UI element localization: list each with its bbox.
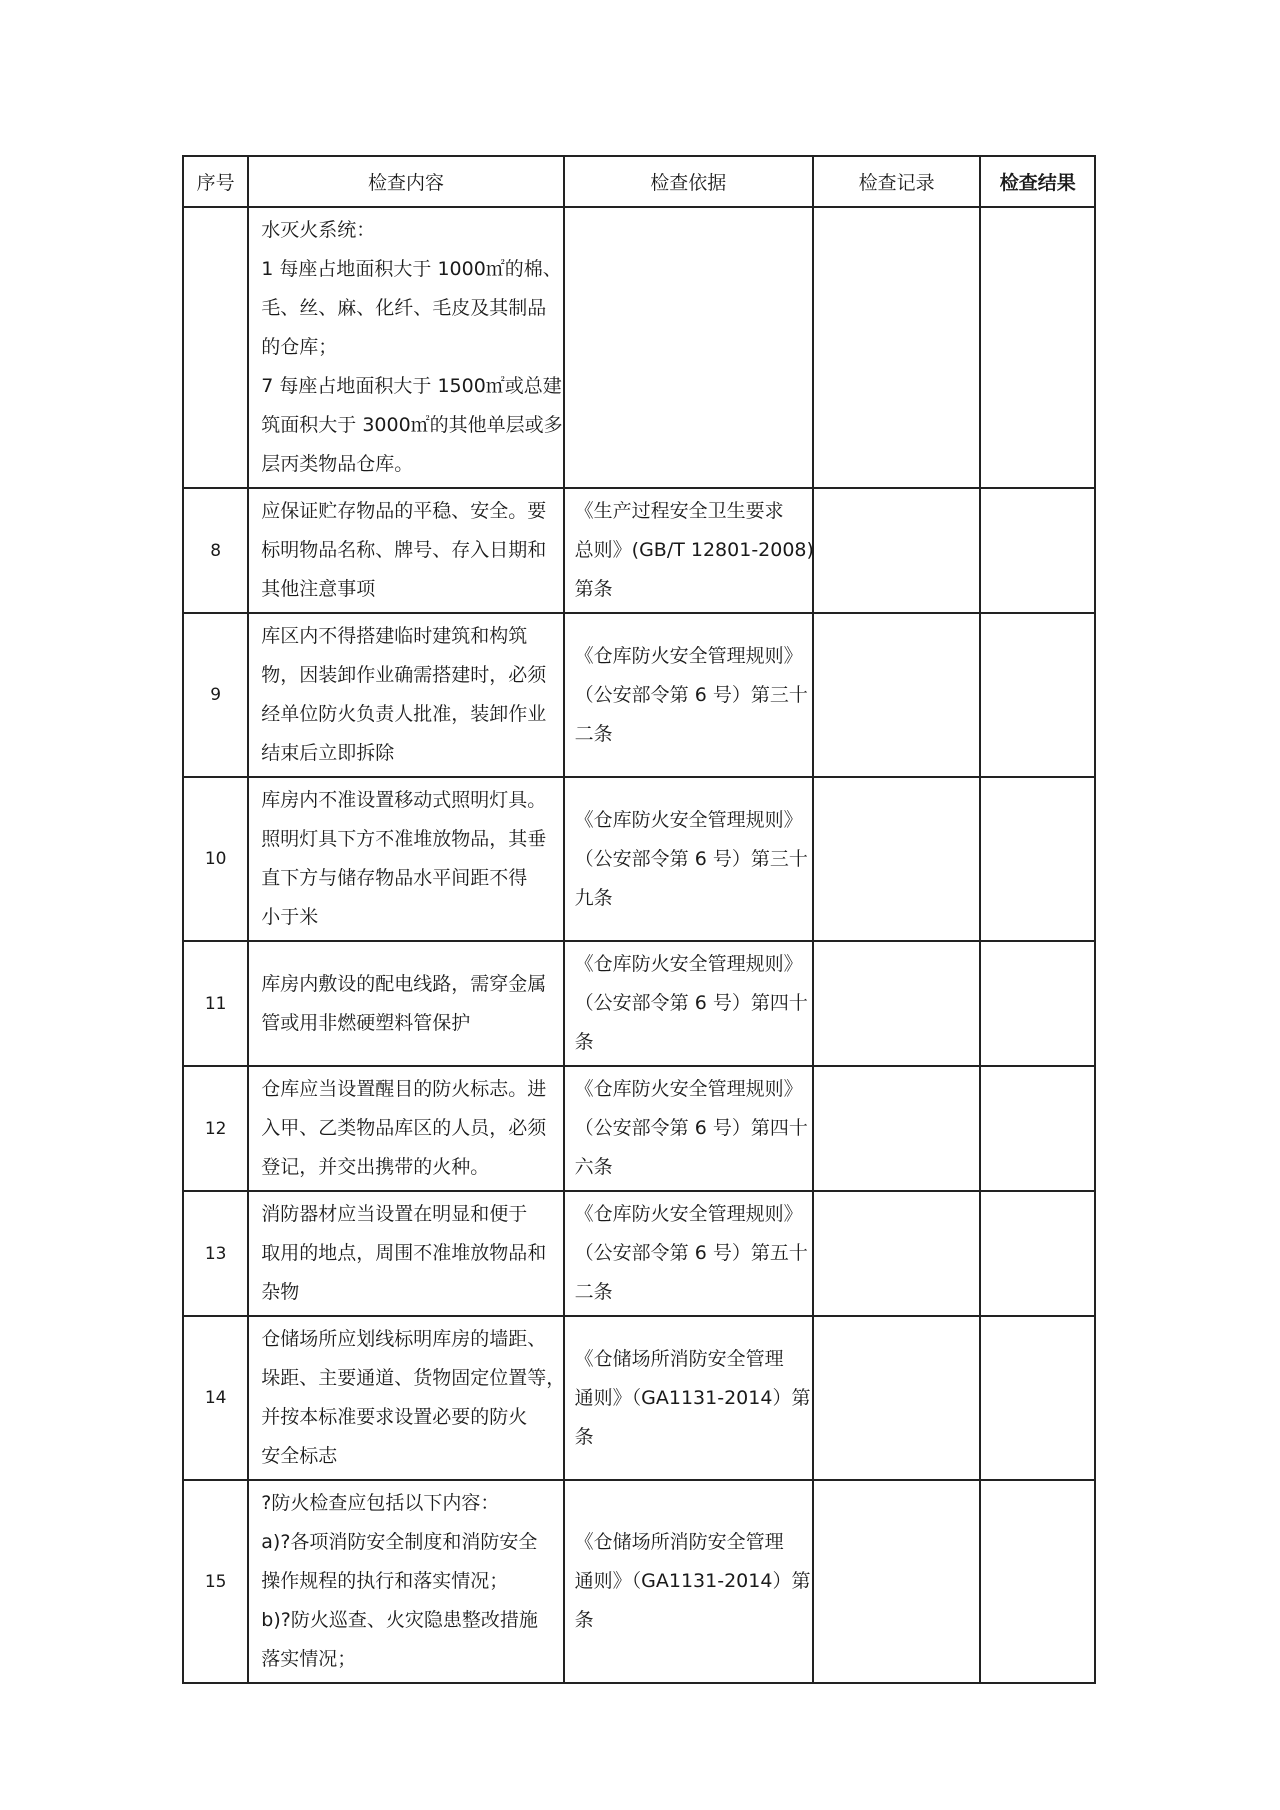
row-number: 10 — [183, 777, 248, 941]
table-row — [183, 777, 1095, 941]
row-number — [183, 207, 248, 488]
content-line: 毛、丝、麻、化纤、毛皮及其制品 — [261, 297, 547, 319]
content-line: 入甲、乙类物品库区的人员，必须 — [261, 1117, 547, 1139]
basis-line: 《仓库防火安全管理规则》 — [574, 1203, 803, 1225]
basis-line: 《仓库防火安全管理规则》 — [574, 953, 803, 975]
inspection-result-cell[interactable] — [980, 941, 1095, 1066]
header-result: 检查结果 — [980, 156, 1095, 207]
inspection-record-cell[interactable] — [813, 1316, 981, 1480]
basis-line: 九条 — [574, 886, 613, 909]
basis-line: （公安部令第 6 号）第三十 — [574, 683, 808, 706]
basis-line: 通则》（GA1131-2014）第 — [574, 1570, 811, 1592]
basis-line: 条 — [574, 1609, 594, 1631]
inspection-record-cell[interactable] — [813, 777, 981, 941]
header-row — [183, 156, 1095, 207]
table-row — [183, 941, 1095, 1066]
content-line: 结束后立即拆除 — [261, 742, 395, 764]
content-line: 经单位防火负责人批准，装卸作业 — [261, 703, 547, 725]
inspection-basis-cell — [564, 613, 813, 777]
header-record: 检查记录 — [813, 156, 981, 207]
content-line: 安全标志 — [261, 1445, 338, 1467]
table-row — [183, 1316, 1095, 1480]
basis-line: （公安部令第 6 号）第四十 — [574, 992, 808, 1014]
inspection-record-cell[interactable] — [813, 941, 981, 1066]
content-line: 水灭火系统： — [261, 219, 376, 241]
basis-line: 六条 — [574, 1156, 613, 1178]
inspection-result-cell[interactable] — [980, 488, 1095, 613]
basis-line: 条 — [574, 1425, 594, 1448]
content-line: 仓库应当设置醒目的防火标志。进 — [261, 1078, 547, 1100]
inspection-record-cell[interactable] — [813, 488, 981, 613]
content-line: 操作规程的执行和落实情况； — [261, 1570, 509, 1592]
basis-line: 总则》(GB/T 12801-2008) — [574, 539, 814, 561]
header-num: 序号 — [183, 156, 248, 207]
inspection-content-cell — [248, 1316, 566, 1480]
inspection-basis-cell — [564, 777, 813, 941]
table-row — [183, 613, 1095, 777]
table-row — [183, 1066, 1095, 1191]
content-line: 直下方与储存物品水平间距不得 — [261, 867, 528, 889]
content-line: 并按本标准要求设置必要的防火 — [261, 1406, 528, 1428]
inspection-basis-cell — [564, 941, 813, 1066]
basis-line: 二条 — [574, 722, 613, 745]
content-line: 消防器材应当设置在明显和便于 — [261, 1203, 528, 1225]
basis-line: （公安部令第 6 号）第四十 — [574, 1117, 808, 1139]
content-line: 照明灯具下方不准堆放物品，其垂 — [261, 828, 547, 850]
basis-line: 第条 — [574, 578, 613, 600]
inspection-result-cell[interactable] — [980, 207, 1095, 488]
content-line: 仓储场所应划线标明库房的墙距、 — [261, 1328, 547, 1350]
inspection-result-cell[interactable] — [980, 1480, 1095, 1683]
row-number: 14 — [183, 1316, 248, 1480]
inspection-record-cell[interactable] — [813, 207, 981, 488]
content-line: 小于米 — [261, 906, 319, 928]
content-line: a)?各项消防安全制度和消防安全 — [261, 1531, 538, 1553]
inspection-content-cell — [248, 777, 563, 941]
inspection-basis-cell — [564, 488, 813, 613]
inspection-result-cell[interactable] — [980, 777, 1095, 941]
basis-line: 通则》（GA1131-2014）第 — [574, 1386, 811, 1409]
inspection-table — [182, 155, 1096, 1684]
inspection-content-cell — [248, 941, 563, 1066]
basis-line: 《仓库防火安全管理规则》 — [574, 808, 803, 831]
inspection-basis-cell — [564, 1316, 813, 1480]
row-number: 9 — [183, 613, 248, 777]
content-line: 7 每座占地面积大于 1500㎡或总建 — [261, 375, 562, 397]
content-line: 落实情况； — [261, 1648, 357, 1670]
basis-line: 《仓储场所消防安全管理 — [574, 1347, 784, 1370]
row-number: 8 — [183, 488, 248, 613]
inspection-record-cell[interactable] — [813, 1480, 981, 1683]
inspection-record-cell[interactable] — [813, 613, 981, 777]
inspection-content-cell — [248, 1066, 563, 1191]
content-line: 登记，并交出携带的火种。 — [261, 1156, 490, 1178]
content-line: 管或用非燃硬塑料管保护 — [261, 1011, 471, 1034]
basis-line: （公安部令第 6 号）第五十 — [574, 1242, 808, 1264]
inspection-result-cell[interactable] — [980, 1191, 1095, 1316]
basis-line: 条 — [574, 1031, 594, 1053]
content-line: 其他注意事项 — [261, 578, 376, 600]
inspection-content-cell — [248, 1480, 563, 1683]
content-line: 杂物 — [261, 1281, 300, 1303]
row-number: 12 — [183, 1066, 248, 1191]
inspection-record-cell[interactable] — [813, 1066, 981, 1191]
content-line: ?防火检查应包括以下内容： — [261, 1492, 500, 1514]
inspection-content-cell — [248, 207, 563, 488]
content-line: 筑面积大于 3000㎡的其他单层或多 — [261, 414, 563, 436]
inspection-basis-cell — [564, 207, 813, 488]
content-line: 物，因装卸作业确需搭建时，必须 — [261, 664, 547, 686]
inspection-basis-cell — [564, 1191, 813, 1316]
basis-line: 《生产过程安全卫生要求 — [574, 500, 784, 522]
content-line: 标明物品名称、牌号、存入日期和 — [261, 539, 547, 561]
inspection-content-cell — [248, 1191, 563, 1316]
inspection-basis-cell — [564, 1066, 813, 1191]
header-basis: 检查依据 — [564, 156, 813, 207]
content-line: 库房内不准设置移动式照明灯具。 — [261, 789, 547, 811]
table-row — [183, 1480, 1095, 1683]
content-line: 库房内敷设的配电线路，需穿金属 — [261, 972, 547, 995]
row-number: 11 — [183, 941, 248, 1066]
table-row — [183, 1191, 1095, 1316]
inspection-content-cell — [248, 488, 563, 613]
content-line: 取用的地点，周围不准堆放物品和 — [261, 1242, 547, 1264]
content-line: 应保证贮存物品的平稳、安全。要 — [261, 500, 547, 522]
inspection-content-cell — [248, 613, 563, 777]
basis-line: 《仓储场所消防安全管理 — [574, 1531, 784, 1553]
row-number: 15 — [183, 1480, 248, 1683]
content-line: b)?防火巡查、火灾隐患整改措施 — [261, 1609, 538, 1631]
basis-line: 二条 — [574, 1281, 613, 1303]
inspection-record-cell[interactable] — [813, 1191, 981, 1316]
inspection-basis-cell — [564, 1480, 813, 1683]
table-row — [183, 488, 1095, 613]
inspection-result-cell[interactable] — [980, 613, 1095, 777]
basis-line: 《仓库防火安全管理规则》 — [574, 644, 803, 667]
content-line: 层丙类物品仓库。 — [261, 453, 414, 475]
content-line: 1 每座占地面积大于 1000㎡的棉、 — [261, 258, 562, 280]
basis-line: 《仓库防火安全管理规则》 — [574, 1078, 803, 1100]
table-row — [183, 207, 1095, 488]
inspection-result-cell[interactable] — [980, 1066, 1095, 1191]
table-body — [183, 207, 1095, 1683]
basis-line: （公安部令第 6 号）第三十 — [574, 847, 808, 870]
content-line: 库区内不得搭建临时建筑和构筑 — [261, 625, 528, 647]
header-content: 检查内容 — [248, 156, 563, 207]
content-line: 垛距、主要通道、货物固定位置等， — [261, 1367, 566, 1389]
row-number: 13 — [183, 1191, 248, 1316]
inspection-result-cell[interactable] — [980, 1316, 1095, 1480]
content-line: 的仓库； — [261, 336, 338, 358]
